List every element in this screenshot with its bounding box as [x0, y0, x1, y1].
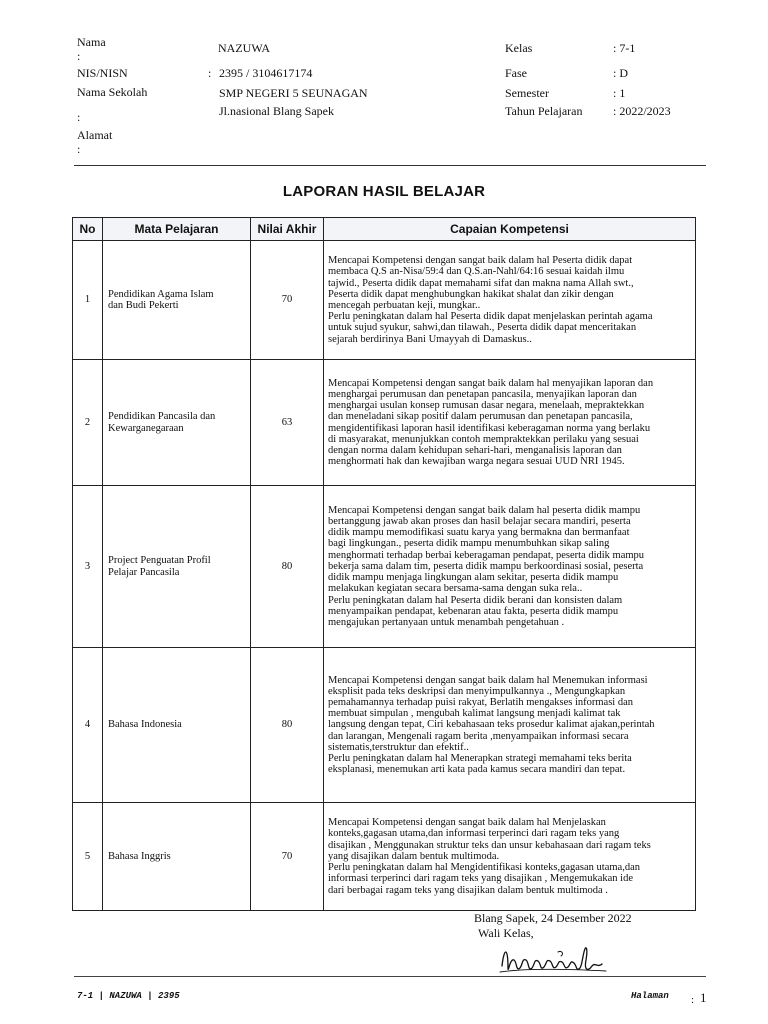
report-title: LAPORAN HASIL BELAJAR	[282, 183, 486, 200]
name-colon: :	[77, 49, 81, 63]
subject-text: Bahasa Indonesia	[108, 719, 182, 731]
footer-page-label: Halaman	[631, 991, 669, 1001]
address-label: Alamat	[77, 128, 113, 142]
row-score: 63	[251, 360, 324, 486]
subject-text: Bahasa Inggris	[108, 850, 171, 862]
table-row	[73, 486, 696, 648]
name-label: Nama	[77, 35, 106, 49]
phase-label: Fase	[505, 66, 527, 80]
address-colon: :	[77, 142, 81, 156]
handwritten-signature	[498, 938, 610, 978]
table-header-row	[73, 218, 696, 241]
school-value: SMP NEGERI 5 SEUNAGAN	[219, 86, 368, 100]
semester-value: : 1	[613, 86, 626, 100]
row-score: 80	[251, 486, 324, 648]
footer-divider	[74, 976, 706, 977]
row-competency	[324, 360, 696, 486]
row-competency	[324, 803, 696, 911]
row-subject	[103, 648, 251, 803]
table-row	[73, 803, 696, 911]
competency-text: Mencapai Kompetensi dengan sangat baik dalam hal Peserta didik dapat membaca Q.S an-Nisa/59:4 dan Q.S.an-Nahl/64:16 sesuai kaidah ilmu tajwid., Peserta didik dapat memahami sifat dan makna nama Allah swt., Peserta didik dapat menghubungkan hakikat shalat dan zikir dengan mencegah perbuatan keji, mungkar.. Perlu peningkatan dalam hal Peserta didik dapat menjelaskan perintah agama untuk sujud syukur, sahwi,dan tilawah., Peserta didik dapat menceritakan sejarah berdirinya Bani Umayyah di Damaskus..	[328, 255, 653, 345]
school-colon: :	[77, 110, 81, 124]
competency-text: Mencapai Kompetensi dengan sangat baik dalam hal Menemukan informasi eksplisit pada teks deskripsi dan menyimpulkannya ., Mengungkapkan pemahamannya terhadap puisi rakyat, Berlatih mengakses informasi dan membuat simpulan , mengubah kalimat langsung menjadi kalimat tak langsung dengan tepat, Ciri kebahasaan teks prosedur kalimat ajakan,perintah dan larangan, Mengenali ragam berita ,menyampaikan informasi secara sistematis,terstruktur dan efektif.. Perlu peningkatan dalam hal Menerapkan strategi memahami teks berita eksplanasi, menemukan arti kata pada kamus secara mandiri dan tepat.	[328, 674, 655, 776]
nis-value: 2395 / 3104617174	[219, 66, 313, 80]
row-no: 2	[73, 360, 103, 486]
footer-page-number: 1	[700, 990, 707, 1005]
signature-role: Wali Kelas,	[478, 926, 534, 940]
table-row	[73, 241, 696, 360]
header-no: No	[73, 218, 103, 241]
signature-place-date: Blang Sapek, 24 Desember 2022	[474, 911, 632, 925]
row-score: 70	[251, 803, 324, 911]
year-label: Tahun Pelajaran	[505, 104, 583, 118]
header-competency: Capaian Kompetensi	[324, 218, 696, 241]
row-competency	[324, 486, 696, 648]
table-row	[73, 648, 696, 803]
row-competency	[324, 648, 696, 803]
footer-page-colon: :	[691, 994, 695, 1006]
address-value: Jl.nasional Blang Sapek	[219, 104, 334, 118]
row-competency	[324, 241, 696, 360]
row-subject	[103, 803, 251, 911]
semester-label: Semester	[505, 86, 549, 100]
header-score: Nilai Akhir	[251, 218, 324, 241]
class-value: : 7-1	[613, 41, 636, 55]
subject-text: Pendidikan Pancasila dan Kewarganegaraan	[108, 411, 216, 434]
row-no: 5	[73, 803, 103, 911]
row-subject	[103, 486, 251, 648]
header-subject: Mata Pelajaran	[103, 218, 251, 241]
row-subject	[103, 241, 251, 360]
row-subject	[103, 360, 251, 486]
nis-colon: :	[208, 66, 212, 80]
row-no: 3	[73, 486, 103, 648]
table-row	[73, 360, 696, 486]
competency-text: Mencapai Kompetensi dengan sangat baik dalam hal menyajikan laporan dan menghargai perumusan dan penetapan pancasila, menyajikan laporan dan menghargai usulan konsep rumusan dasar negara, menelaah, mepraktekkan dan meneladani sikap positif dalam perumusan dan penetapan pancasila, mengidentifikasi laporan hasil identifikasi keberagaman norma yang berlaku di masyarakat, menunjukkan contoh mempraktekkan perilaku yang sesuai dengan norma dalam kehidupan sehari-hari, menganalisis laporan dan menghormati hak dan kewajiban warga negara sesuai UUD NRI 1945.	[328, 377, 654, 468]
row-score: 80	[251, 648, 324, 803]
row-no: 1	[73, 241, 103, 360]
subject-text: Project Penguatan Profil Pelajar Pancasila	[108, 555, 211, 578]
subject-text: Pendidikan Agama Islam dan Budi Pekerti	[108, 288, 214, 311]
phase-value: : D	[613, 66, 628, 80]
nis-label: NIS/NISN	[77, 66, 128, 80]
row-score: 70	[251, 241, 324, 360]
row-no: 4	[73, 648, 103, 803]
footer-left: 7-1 | NAZUWA | 2395	[77, 991, 180, 1001]
competency-text: Mencapai Kompetensi dengan sangat baik dalam hal Menjelaskan konteks,gagasan utama,dan informasi terperinci dari ragam teks yang disajikan , Menggunakan struktur teks dan unsur kebahasaan dari ragam teks yang disajikan dalam bentuk multimoda. Perlu peningkatan dalam hal Mengidentifikasi konteks,gagasan utama,dan informasi terperinci dari ragam teks yang disajikan , Mengemukakan ide dari berbagai ragam teks yang disajikan dalam bentuk multimoda .	[328, 817, 651, 896]
school-label: Nama Sekolah	[77, 85, 148, 99]
year-value: : 2022/2023	[613, 104, 671, 118]
header-divider	[74, 165, 706, 166]
name-value: NAZUWA	[218, 41, 270, 55]
competency-text: Mencapai Kompetensi dengan sangat baik dalam hal peserta didik mampu bertanggung jawab akan proses dan hasil belajar secara mandiri, peserta didik mampu memodifikasi suatu karya yang bermakna dan bermanfaat bagi lingkungan., peserta didik mampu menumbuhkan sikap saling menghormati terhadap berbai keberagaman pendapat, peserta didik mampu bekerja sama dalam tim, peserta didik mampu berkoordinasi sosial, peserta didik mampu menjaga lingkungan alam sekitar, peserta didik mampu melakukan kegiatan secara bersama-sama dengan suka rela.. Perlu peningkatan dalam hal Peserta didik berani dan konsisten dalam menyampaikan pendapat, kebenaran atau fakta, peserta didik mampu mengajukan pertanyaan untuk menambah pengetahuan .	[328, 504, 645, 628]
grades-table	[72, 217, 696, 911]
class-label: Kelas	[505, 41, 533, 55]
